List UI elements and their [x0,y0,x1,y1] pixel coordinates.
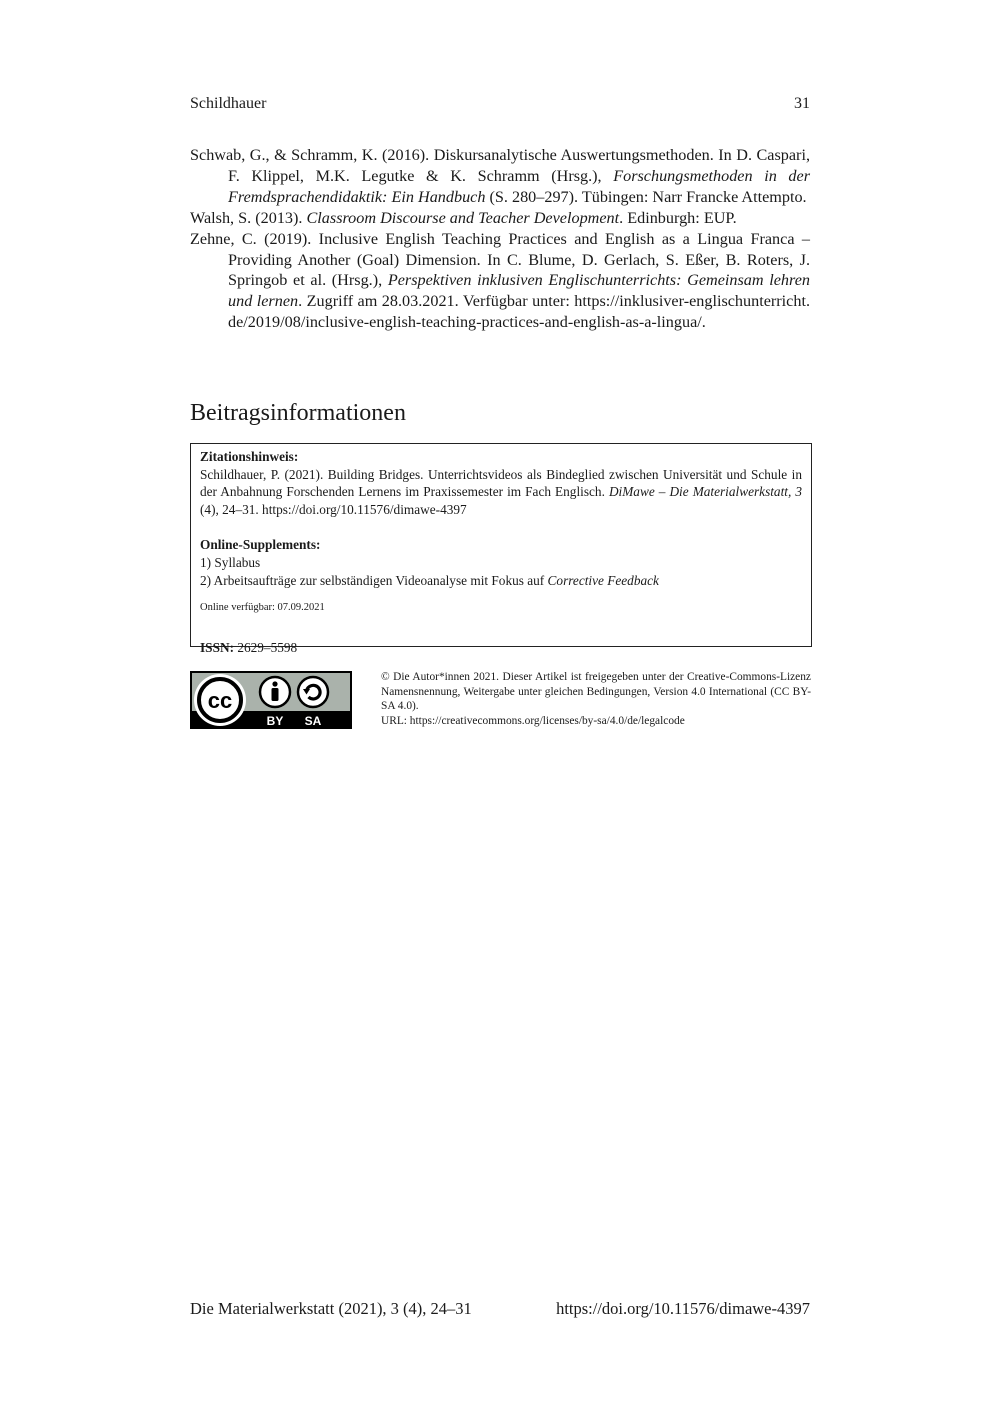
citation-journal: DiMawe – Die Materialwerkstatt, 3 [608,484,802,500]
cc-by-sa-license-badge [190,671,352,729]
reference-text: Schwab, G., & Schramm, K. (2016). Diskursanalytische Auswertungsmethoden. In D. Caspari, F. Klippel, M.K. Legutke & K. Schramm (Hrsg.), [190,146,810,185]
reference-entry [190,145,810,208]
section-title: Beitragsinformationen [190,400,406,426]
cc-logo-text: cc [207,688,233,713]
supplement-text: 2) Arbeitsaufträge zur selbständigen Videoanalyse mit Fokus auf [200,572,548,588]
reference-list [190,145,810,333]
footer-doi-link[interactable]: https://doi.org/10.11576/dimawe-4397 [556,1299,810,1318]
reference-title: Perspektiven inklusiven Englischunterrichts: Gemeinsam lehren und lernen [228,271,811,311]
supplement-item: 1) Syllabus [200,554,261,570]
license-text: © Die Autor*innen 2021. Dieser Artikel ist freigegeben unter der Creative-Commons-Lizenz Namensnennung, Weitergabe unter gleichen Bedingungen, Version 4.0 International (CC BY-SA 4.0). [381,671,811,713]
citation-heading: Zitationshinweis: [200,449,299,464]
reference-text: Zehne, C. (2019). Inclusive English Teaching Practices and English as a Lingua Franca – Providing Another (Goal) Dimension. In C. Blume, D. Gerlach, S. Eßer, B. Roters, J. Springob et al. (Hrsg.), [190,229,810,290]
share-alike-icon [298,677,328,707]
issn [200,640,297,656]
by-label: BY [266,714,284,728]
citation-body: Schildhauer, P. (2021). Building Bridges. Unterrichtsvideos als Bindeglied zwischen Universität und Schule in der Anbahnung Forschenden Lernens im Praxissemester im Fach Englisch. [200,466,802,500]
reference-text: . Zugriff am 28.03.2021. Verfügbar unter: https://inklusiver-englischunterricht.de/2019/08/inclusive-english-teaching-practices-and-english-as-a-lingua/. [228,292,810,332]
reference-entry [190,208,810,229]
issn-value: 2629–5598 [237,640,298,655]
reference-text: Walsh, S. (2013). [190,208,307,227]
supplement-italic: Corrective Feedback [547,572,659,588]
issn-label: ISSN: [200,640,234,655]
citation-doi: (4), 24–31. https://doi.org/10.11576/dimawe-4397 [200,501,467,517]
reference-title: Classroom Discourse and Teacher Development [306,208,620,227]
sa-label: SA [304,714,322,728]
supplements-heading: Online-Supplements: [200,537,321,553]
attribution-icon [260,677,290,707]
citation-text [200,466,802,519]
license-statement [381,670,811,729]
license-url[interactable]: URL: https://creativecommons.org/licenses/by-sa/4.0/de/legalcode [381,715,685,728]
article-info-box [190,443,812,647]
reference-entry [190,229,810,334]
reference-text: . Edinburgh: EUP. [619,208,737,227]
page-number: 31 [794,95,810,112]
online-available-date: Online verfügbar: 07.09.2021 [200,602,325,614]
reference-title: Forschungsmethoden in der Fremdsprachendidaktik: Ein Handbuch [228,166,810,206]
running-header-author: Schildhauer [190,95,267,112]
footer-journal: Die Materialwerkstatt (2021), 3 (4), 24–31 [190,1299,472,1318]
reference-text: (S. 280–297). Tübingen: Narr Francke Attempto. [485,187,807,206]
supplement-item [200,572,802,590]
